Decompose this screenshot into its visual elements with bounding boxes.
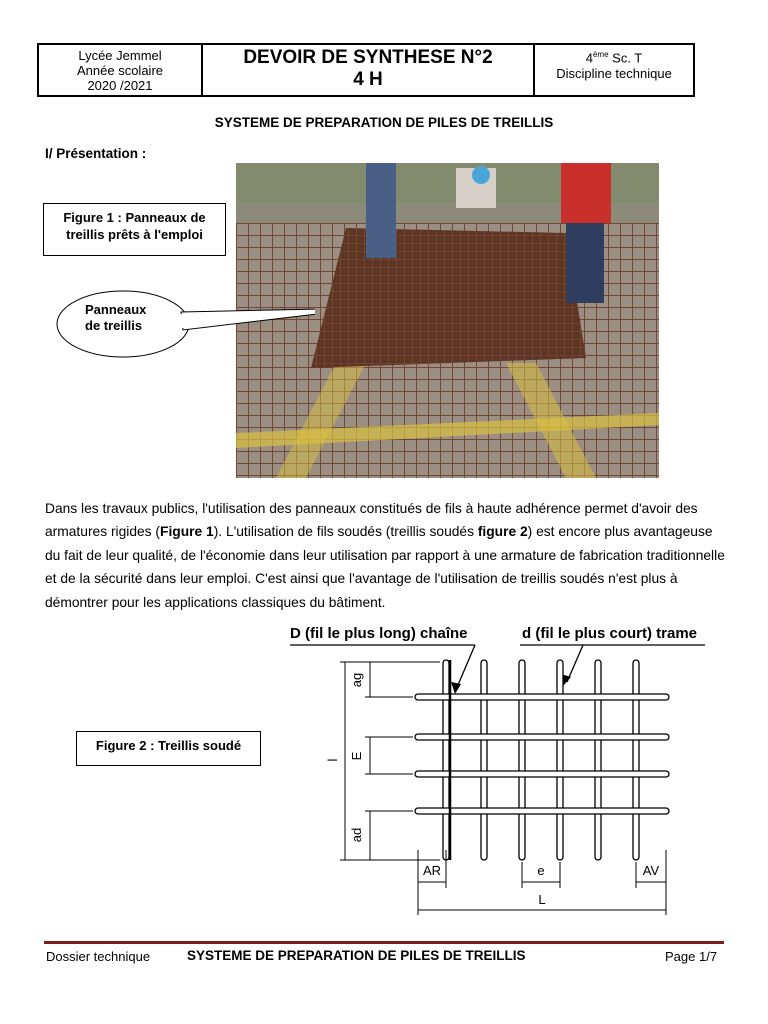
header-title-cell xyxy=(203,45,535,95)
discipline: Discipline technique xyxy=(556,66,672,82)
dim-ag: ag xyxy=(349,672,364,688)
document-title: SYSTEME DE PREPARATION DE PILES DE TREILLIS xyxy=(214,115,554,130)
exam-title: DEVOIR DE SYNTHESE N°2 xyxy=(243,47,493,68)
exam-duration: 4 H xyxy=(353,69,383,90)
class-level: 4ème Sc. T xyxy=(585,50,643,66)
callout-label: Panneaux de treillis xyxy=(85,302,147,333)
school-name: Lycée Jemmel xyxy=(78,47,162,63)
welded-mesh-diagram xyxy=(285,620,725,920)
dim-L: L xyxy=(538,892,546,907)
footer-left-text: Dossier technique xyxy=(46,949,151,964)
footer-title: SYSTEME DE PREPARATION DE PILES DE TREILLIS xyxy=(187,948,526,963)
header-class-cell xyxy=(535,45,693,95)
section-heading: I/ Présentation : xyxy=(45,146,147,161)
label-weft: d (fil le plus court) trame xyxy=(522,625,698,642)
header-table xyxy=(37,43,695,97)
label-chain: D (fil le plus long) chaîne xyxy=(290,625,468,642)
dim-ad: ad xyxy=(349,827,364,843)
figure1-caption: Figure 1 : Panneaux de treillis prêts à l'emploi xyxy=(43,203,226,256)
dim-AR: AR xyxy=(422,863,442,878)
school-year: 2020 /2021 xyxy=(87,77,153,93)
header-school-cell xyxy=(39,45,203,95)
dim-l: l xyxy=(325,758,340,762)
intro-paragraph: Dans les travaux publics, l'utilisation des panneaux constitués de fils à haute adhérence permet d'avoir des armatures rigides (Figure 1). L'utilisation de fils soudés (treillis soudés figure 2) est encore plus avantageuse du fait de leur qualité, de l'économie dans leur utilisation par rapport à une armature de fabrication traditionnelle et de la sécurité dans leur emploi. C'est ainsi que l'avantage de l'utilisation de treillis soudés n'est plus à démontrer pour les applications classiques du bâtiment. xyxy=(45,501,725,610)
worker-left xyxy=(366,163,396,258)
dim-AV: AV xyxy=(642,863,660,878)
worker-right xyxy=(561,163,611,223)
school-year-label: Année scolaire xyxy=(77,62,163,78)
dim-E: E xyxy=(349,751,364,761)
page-number: Page 1/7 xyxy=(665,949,718,964)
footer-rule xyxy=(44,941,724,944)
figure2-caption: Figure 2 : Treillis soudé xyxy=(76,731,261,766)
dim-e: e xyxy=(537,863,545,878)
